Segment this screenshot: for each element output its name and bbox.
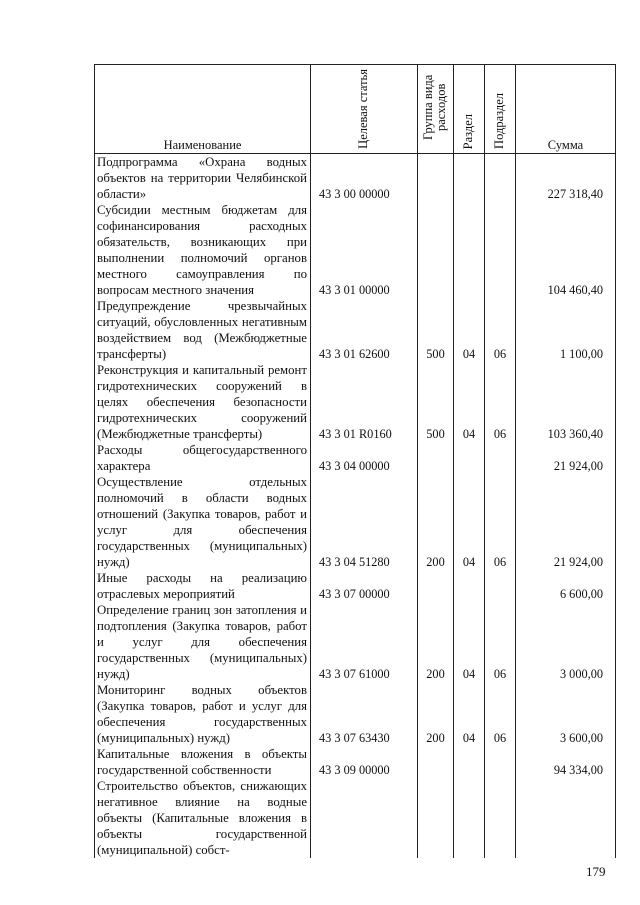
table-row bbox=[95, 298, 616, 362]
row-sum: 6 600,00 bbox=[516, 570, 616, 602]
budget-table bbox=[94, 64, 616, 858]
row-sum: 227 318,40 bbox=[516, 154, 616, 203]
row-group bbox=[418, 570, 454, 602]
header-group: Группа вида расходов bbox=[418, 65, 454, 154]
row-subsection: 06 bbox=[485, 474, 516, 570]
row-group bbox=[418, 778, 454, 858]
row-group: 200 bbox=[418, 602, 454, 682]
row-section bbox=[454, 154, 485, 203]
row-group: 200 bbox=[418, 474, 454, 570]
row-group bbox=[418, 202, 454, 298]
row-subsection bbox=[485, 154, 516, 203]
row-subsection: 06 bbox=[485, 298, 516, 362]
table-row bbox=[95, 570, 616, 602]
row-subsection bbox=[485, 570, 516, 602]
row-sum: 1 100,00 bbox=[516, 298, 616, 362]
row-sum: 3 600,00 bbox=[516, 682, 616, 746]
page-number: 179 bbox=[586, 864, 606, 879]
row-name: Субсидии местным бюджетам для софинансирования расходных обязательств, возникающих при выполнении полномочий органов местного самоуправления по вопросам местного значения bbox=[95, 202, 311, 298]
row-target-code bbox=[311, 778, 418, 858]
table-row bbox=[95, 202, 616, 298]
row-target-code: 43 3 07 00000 bbox=[311, 570, 418, 602]
row-group bbox=[418, 442, 454, 474]
row-sum: 21 924,00 bbox=[516, 442, 616, 474]
row-subsection: 06 bbox=[485, 602, 516, 682]
row-subsection: 06 bbox=[485, 362, 516, 442]
row-name: Предупреждение чрезвычайных ситуаций, обусловленных негативным воздействием вод (Межбюджетные трансферты) bbox=[95, 298, 311, 362]
row-section bbox=[454, 442, 485, 474]
row-name: Подпрограмма «Охрана водных объектов на территории Челябинской области» bbox=[95, 154, 311, 203]
table-row bbox=[95, 682, 616, 746]
row-subsection bbox=[485, 442, 516, 474]
row-section: 04 bbox=[454, 298, 485, 362]
header-section: Раздел bbox=[454, 65, 485, 154]
row-name: Реконструкция и капитальный ремонт гидротехнических сооружений в целях обеспечения безопасности гидротехнических сооружений (Межбюджетные трансферты) bbox=[95, 362, 311, 442]
row-section bbox=[454, 746, 485, 778]
row-sum: 94 334,00 bbox=[516, 746, 616, 778]
row-name: Определение границ зон затопления и подтопления (Закупка товаров, работ и услуг для обеспечения государственных (муниципальных) нужд) bbox=[95, 602, 311, 682]
table-row bbox=[95, 602, 616, 682]
table-row bbox=[95, 154, 616, 203]
table-row bbox=[95, 746, 616, 778]
row-group bbox=[418, 746, 454, 778]
row-section bbox=[454, 778, 485, 858]
row-name: Осуществление отдельных полномочий в области водных отношений (Закупка товаров, работ и услуг для обеспечения государственных (муниципальных) нужд) bbox=[95, 474, 311, 570]
row-target-code: 43 3 04 51280 bbox=[311, 474, 418, 570]
row-target-code: 43 3 01 00000 bbox=[311, 202, 418, 298]
header-subsection: Подраздел bbox=[485, 65, 516, 154]
row-sum: 21 924,00 bbox=[516, 474, 616, 570]
header-name: Наименование bbox=[95, 65, 311, 154]
row-target-code: 43 3 04 00000 bbox=[311, 442, 418, 474]
row-subsection bbox=[485, 746, 516, 778]
row-group: 500 bbox=[418, 298, 454, 362]
row-target-code: 43 3 07 61000 bbox=[311, 602, 418, 682]
row-subsection bbox=[485, 202, 516, 298]
row-group: 200 bbox=[418, 682, 454, 746]
row-sum: 103 360,40 bbox=[516, 362, 616, 442]
row-name: Строительство объектов, снижающих негативное влияние на водные объекты (Капитальные вложения в объекты государственной (муниципальной) собст- bbox=[95, 778, 311, 858]
table-row bbox=[95, 442, 616, 474]
row-section: 04 bbox=[454, 682, 485, 746]
row-sum: 104 460,40 bbox=[516, 202, 616, 298]
row-sum: 3 000,00 bbox=[516, 602, 616, 682]
table-header-row bbox=[95, 65, 616, 154]
row-target-code: 43 3 09 00000 bbox=[311, 746, 418, 778]
row-name: Мониторинг водных объектов (Закупка товаров, работ и услуг для обеспечения государственных (муниципальных) нужд) bbox=[95, 682, 311, 746]
row-subsection bbox=[485, 778, 516, 858]
header-target: Целевая статья bbox=[311, 65, 418, 154]
row-section bbox=[454, 570, 485, 602]
row-target-code: 43 3 07 63430 bbox=[311, 682, 418, 746]
row-group bbox=[418, 154, 454, 203]
header-sum: Сумма bbox=[516, 65, 616, 154]
table-row bbox=[95, 474, 616, 570]
table-row bbox=[95, 362, 616, 442]
row-target-code: 43 3 01 62600 bbox=[311, 298, 418, 362]
row-subsection: 06 bbox=[485, 682, 516, 746]
table-row bbox=[95, 778, 616, 858]
row-section: 04 bbox=[454, 362, 485, 442]
row-sum bbox=[516, 778, 616, 858]
row-section bbox=[454, 202, 485, 298]
row-name: Капитальные вложения в объекты государственной собственности bbox=[95, 746, 311, 778]
row-target-code: 43 3 01 R0160 bbox=[311, 362, 418, 442]
row-target-code: 43 3 00 00000 bbox=[311, 154, 418, 203]
row-name: Расходы общегосударственного характера bbox=[95, 442, 311, 474]
row-section: 04 bbox=[454, 474, 485, 570]
row-group: 500 bbox=[418, 362, 454, 442]
row-name: Иные расходы на реализацию отраслевых мероприятий bbox=[95, 570, 311, 602]
row-section: 04 bbox=[454, 602, 485, 682]
